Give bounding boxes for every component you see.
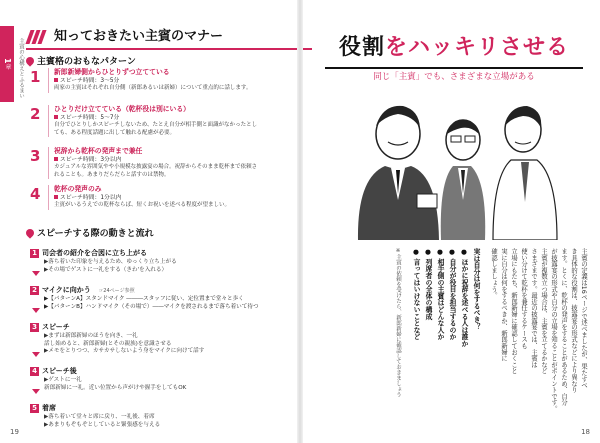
bullet-icon	[54, 157, 58, 161]
flow-heading	[26, 226, 154, 239]
pattern-item	[30, 185, 290, 215]
title-part-2: をハッキリさせる	[385, 35, 570, 60]
down-arrow-icon	[32, 308, 40, 313]
body-column: 主賓の定義は16ページで述べましたが、果たすべ	[580, 248, 587, 389]
checklist-item: ● ほかに祝辞を述べる人は誰か	[460, 248, 468, 347]
pattern-title: 新郎新婦側からひとりずつ立てている	[54, 68, 170, 76]
step-title: スピーチ	[42, 323, 70, 331]
pattern-desc: カジュアルな雰囲気やや小規模な披露宴の場合。祝辞からそのまま乾杯まで依頼さ	[54, 164, 258, 170]
down-arrow-icon	[32, 389, 40, 394]
chapter-tab	[0, 26, 14, 102]
step-number: 1	[30, 249, 39, 258]
title-part-1: 役割	[338, 35, 385, 60]
flow-heading-text: スピーチする際の動きと流れ	[37, 229, 154, 239]
bullet-icon	[54, 78, 58, 82]
down-arrow-icon	[32, 271, 40, 276]
pattern-desc: 両家の主賓はそれぞれ自分側（新郎あるいは新婦）について重点的に話します。	[54, 85, 252, 91]
step-number: 2	[30, 286, 39, 295]
checklist-item: ● 自分が役目を担当するのか	[448, 248, 456, 340]
body-column: 使い分けて乾杯を兼任するケースも	[520, 248, 527, 349]
step-line: 話し始めると、新郎新婦(とその親族)を意識させる	[44, 340, 172, 347]
flow-step	[30, 395, 290, 429]
pattern-desc: ても、ある程度話題に出して触れる配慮が必要。	[54, 129, 176, 136]
step-line: ▶メモをとりつつ、カサカサしないよう身をマイクに向けて話す	[44, 348, 205, 354]
pattern-desc: 主賓がいるうえでの乾杯ならば、短くお祝いを述べる程度が望ましい。	[54, 202, 231, 208]
flow-step	[30, 240, 290, 274]
pin-icon	[24, 227, 35, 238]
pattern-item	[30, 68, 290, 98]
body-column: き具体的な役割は、披露宴の形式などにより異なり	[570, 248, 577, 393]
body-column: 実に自分は何をするべきか、新郎新婦に	[500, 248, 507, 362]
chapter-side-text: 主賓の心構えとふるまい	[18, 38, 24, 99]
pattern-desc: 自分でひとりしかスピーチしないため、たとえ自分が相手側と面識がなかったとし	[54, 122, 258, 128]
body-column: 立場にもたち、新郎新婦に確認しておくこと	[510, 248, 517, 374]
page-number-left: 19	[10, 428, 19, 436]
bullet-icon	[54, 115, 58, 119]
flow-step	[30, 358, 290, 392]
chapter-number: 1	[3, 58, 12, 64]
body-column: さまざまです。最近の披露宴では、主賓は	[530, 248, 537, 368]
step-line: 新郎新婦に一礼。近い位置から声がけや握手をしてもOK	[44, 384, 187, 391]
pattern-item	[30, 147, 290, 177]
pattern-title: 乾杯の発声のみ	[54, 185, 102, 193]
chapter-label: 章	[4, 63, 11, 70]
title-stripes-icon	[28, 30, 46, 44]
step-line: ▶ゲストに一礼	[44, 377, 82, 383]
checklist-item: ● 相手側の主賓はどんな人か	[436, 248, 444, 340]
bullet-icon	[54, 195, 58, 199]
patterns-heading-text: 主賓格のおもなパターン	[37, 57, 136, 67]
title-underline	[325, 67, 583, 69]
pin-icon	[24, 55, 35, 66]
step-line: ▶その場でゲストに一礼をする（きわ'を入れる）	[44, 266, 168, 273]
pattern-number: 1	[30, 68, 41, 86]
step-title: マイクに向かう	[42, 286, 91, 294]
step-line: ▶あまりもぞもぞとしていると緊張感を与える	[44, 421, 161, 428]
step-line: ▶【パターンA】スタンドマイク ―――スタッフに従い、定位置まで堂々と歩く	[44, 296, 244, 302]
pattern-speech-time: スピーチ時間：1分以内	[60, 195, 122, 201]
pattern-desc: れることも。あまりだらだらと話すのは禁物。	[54, 171, 170, 178]
body-column: が披露宴の形式や自分の立場を知ることがポイントです。	[550, 248, 557, 412]
step-line: ▶【パターンB】ハンドマイク（その場で）――マイクを渡されるまで落ち着いて待つ	[44, 303, 259, 310]
checklist-item: ● 列席者の全体の構成	[424, 248, 432, 320]
three-businessmen-illustration	[343, 90, 565, 240]
left-page	[0, 0, 298, 443]
pattern-number: 3	[30, 147, 41, 165]
flow-step	[30, 277, 290, 311]
step-number: 3	[30, 323, 39, 332]
pattern-speech-time: スピーチ時間：5～7分	[60, 115, 120, 121]
down-arrow-icon	[32, 352, 40, 357]
pattern-item	[30, 105, 290, 135]
middle-man-figure	[441, 120, 485, 240]
step-line: ▶まずは新郎新婦のほうを向き、一礼	[44, 333, 138, 339]
body-column: 主賓が複数立つ場合は、主賓を立てるかなど	[540, 248, 547, 374]
step-title: スピーチ後	[42, 367, 77, 375]
footnote: ※主賓の依頼を受けたら、新郎新婦に確認しておきましょう	[395, 248, 401, 397]
step-title: 司会者の紹介を合図に立ち上がる	[42, 249, 147, 257]
pattern-title: ひとりだけ立てている（乾杯役は別にいる）	[54, 105, 190, 113]
pattern-number: 2	[30, 105, 41, 123]
right-page-subtitle: 同じ「主賓」でも、さまざまな立場がある	[373, 72, 535, 82]
pattern-speech-time: スピーチ時間：3～5分	[60, 78, 120, 84]
step-number: 4	[30, 367, 39, 376]
body-column: ます。とくに、乾杯の発声をすることがあるため、自分	[560, 248, 567, 406]
pattern-title: 祝辞から乾杯の発声まで兼任	[54, 147, 143, 155]
step-line: ▶落ち着いて堂々と席に戻り、一礼後、着席	[44, 414, 155, 420]
right-man-figure	[493, 106, 557, 240]
page-title: 知っておきたい主賓のマナー	[26, 26, 312, 50]
left-man-figure	[358, 106, 439, 240]
patterns-heading	[26, 54, 136, 67]
step-line: ▶落ち着いた印象を与えるため、ゆっくり立ち上がる	[44, 259, 177, 265]
page-number-right: 18	[581, 428, 590, 436]
right-page	[303, 0, 600, 443]
checklist-item: ● 言ってはいけないことなど	[412, 248, 420, 340]
checklist-heading: 実は自分は何をするべき？	[472, 248, 480, 330]
pattern-speech-time: スピーチ時間：3分以内	[60, 157, 122, 163]
step-title: 着席	[42, 404, 56, 412]
pattern-number: 4	[30, 185, 41, 203]
flow-step	[30, 314, 290, 356]
body-column: 確認しましょう。	[490, 248, 497, 299]
right-page-title	[323, 30, 585, 66]
step-number: 5	[30, 404, 39, 413]
page-reference: ☞24ページ参照	[98, 288, 135, 294]
